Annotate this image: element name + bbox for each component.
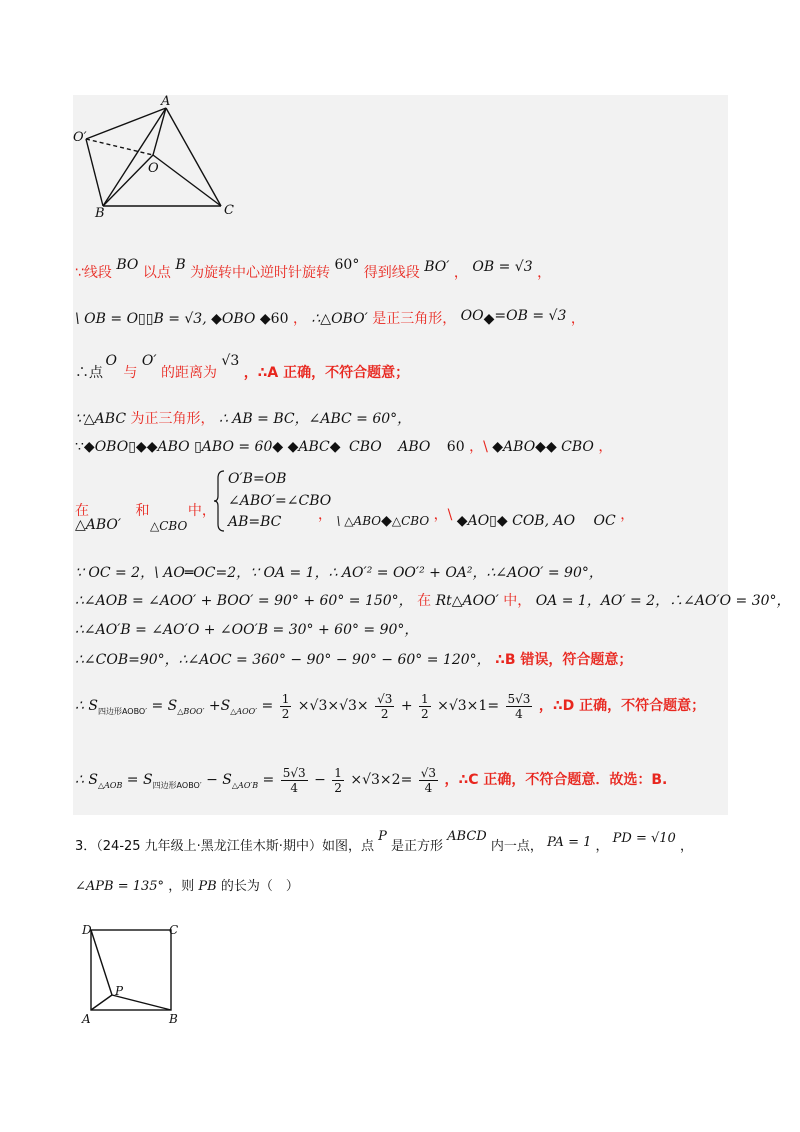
triangle-rotation-figure xyxy=(75,95,245,220)
math: √3 xyxy=(221,353,240,369)
fraction: $\frac{5√3}{4}$ xyxy=(282,765,306,795)
math: ×√3×2= xyxy=(350,772,413,788)
math: ABO xyxy=(398,439,431,455)
math: B = √3, xyxy=(153,311,207,327)
math: ∠APB = 135° xyxy=(75,879,165,894)
label-O-prime: O′ xyxy=(73,130,87,145)
math: CBO xyxy=(561,439,594,455)
text: 3．（24-25 九年级上·黑龙江佳木斯·期中）如图，点 xyxy=(75,839,374,854)
solution-line-2: \ OB = O▯▯B = √3, ◆OBO ◆60 ， ∴△OBO′ 是正三角形， OO◆=OB = √3 ， xyxy=(75,308,585,327)
math: ∴△OBO′ xyxy=(311,311,368,327)
math: ∴ S xyxy=(75,772,98,788)
math: ABO = 60 xyxy=(201,439,273,455)
text: ， xyxy=(292,311,307,327)
label-C: C xyxy=(224,203,234,218)
equation-1: O′B=OB xyxy=(228,471,287,487)
label-B: B xyxy=(95,206,105,221)
math: BO xyxy=(116,257,139,273)
text: ，∴D 正确，不符合题意； xyxy=(538,698,706,714)
square-figure xyxy=(76,920,186,1030)
fraction: $\frac{1}{2}$ xyxy=(334,765,342,795)
solution-line-10 xyxy=(75,651,632,669)
solution-line-3 xyxy=(75,353,410,382)
math: ABC xyxy=(298,439,330,455)
solution-line-11 xyxy=(75,688,705,730)
math: ∴∠COB=90°，∴∠AOC = 360° − 90° − 90° − 60° = 120°， xyxy=(75,652,491,668)
segment-AO-prime xyxy=(86,108,166,139)
segment-O-prime-B xyxy=(86,139,103,206)
math: O xyxy=(105,353,117,369)
math: +S xyxy=(208,698,231,714)
math: ∵ xyxy=(75,439,84,455)
math: ×√3×√3× xyxy=(297,698,369,714)
math: \ OB = O xyxy=(75,311,139,327)
text: ，则 xyxy=(168,879,195,894)
math: ABO xyxy=(157,439,190,455)
text: ，∴A 正确，不符合题意； xyxy=(243,365,410,381)
math: ABO xyxy=(503,439,536,455)
math: BO′ xyxy=(424,259,450,275)
math: ABCD xyxy=(447,829,487,844)
text: ， xyxy=(679,839,693,854)
subscript: 四边形AOBO′ xyxy=(97,706,148,716)
fraction: $\frac{1}{2}$ xyxy=(421,691,429,721)
math: 60 xyxy=(270,311,289,327)
fraction: $\frac{√3}{4}$ xyxy=(420,765,437,795)
math: B xyxy=(175,257,186,273)
math: Rt△AOO′ xyxy=(435,593,499,609)
label-P: P xyxy=(115,984,124,998)
subscript: 四边形AOBO′ xyxy=(152,780,202,790)
text: ， xyxy=(570,311,585,327)
text: ∴点 xyxy=(75,365,103,381)
math: − xyxy=(314,772,326,788)
math: = xyxy=(261,698,274,714)
subscript: △BOO′ xyxy=(177,706,205,716)
question-3-line-2 xyxy=(75,878,299,896)
text: 得到线段 xyxy=(363,265,420,281)
math: ∴ AB = BC，∠ABC = 60°， xyxy=(218,411,412,427)
math: + xyxy=(400,698,413,714)
fraction: $\frac{5√3}{4}$ xyxy=(507,691,531,721)
subscript: △AOO′ xyxy=(230,706,258,716)
text: 和 xyxy=(135,503,150,519)
text: ， xyxy=(620,507,635,523)
equation-3: AB=BC xyxy=(228,514,282,530)
solution-line-5: ∵◆OBO▯◆◆ABO ▯ABO = 60◆ ◆ABC◆ CBO ABO 60 ，\ ◆ABO◆◆ CBO ， xyxy=(75,439,613,455)
text: ∴B 错误，符合题意； xyxy=(495,652,633,668)
square-ABCD xyxy=(91,930,171,1010)
segment-OC xyxy=(153,155,221,206)
solution-line-9: ∴∠AO′B = ∠AO′O + ∠OO′B = 30° + 60° = 90°， xyxy=(75,622,419,638)
subscript: △AO′B xyxy=(231,780,259,790)
math: OBO xyxy=(94,439,129,455)
text: ，\ xyxy=(433,507,453,523)
segment-DP xyxy=(91,930,112,995)
text: 的距离为 xyxy=(160,365,217,381)
system-brace xyxy=(214,470,226,532)
math: \ △ABO xyxy=(336,514,382,528)
math: = S xyxy=(151,698,178,714)
math: 60° xyxy=(334,257,360,273)
label-B: B xyxy=(169,1012,178,1026)
math: ∴∠AOB = ∠AOO′ + BOO′ = 90° + 60° = 150°， xyxy=(75,593,413,609)
fraction: $\frac{1}{2}$ xyxy=(281,691,290,721)
math: =OB = √3 xyxy=(494,308,567,324)
text: ，∴C 正确，不符合题意．故选：B. xyxy=(444,772,668,788)
segment-BO xyxy=(103,155,153,206)
text: 与 xyxy=(123,365,138,381)
segment-OO-prime-dashed xyxy=(86,139,153,155)
segment-AC xyxy=(166,108,221,206)
text: 在 xyxy=(75,503,89,519)
text: ∵线段 xyxy=(75,265,112,281)
math: OC xyxy=(593,513,616,529)
text: ， xyxy=(453,265,468,281)
math: ×√3×1= xyxy=(437,698,500,714)
math: COB, AO xyxy=(512,513,576,529)
math: △CBO xyxy=(391,514,430,528)
solution-line-8 xyxy=(75,592,791,610)
math: PA = 1 xyxy=(547,835,592,850)
solution-line-4 xyxy=(75,410,411,428)
text: 为正三角形， xyxy=(130,411,215,427)
solution-line-12 xyxy=(75,762,667,804)
solution-line-1 xyxy=(75,257,552,282)
math: = xyxy=(262,772,275,788)
math: = S xyxy=(126,772,153,788)
text: 是正三角形， xyxy=(372,311,457,327)
fraction: $\frac{√3}{2}$ xyxy=(377,691,393,721)
math: CBO xyxy=(349,439,382,455)
math: AO xyxy=(467,513,490,529)
text: 中， xyxy=(187,503,216,519)
text: 以点 xyxy=(142,265,171,281)
text: ， xyxy=(537,265,552,281)
math: OBO xyxy=(221,311,256,327)
segment-AP xyxy=(91,995,112,1010)
solution-line-6-result: ， \ △ABO◆△CBO ，\ ◆AO▯◆ COB, AO OC ， xyxy=(318,507,635,529)
math: PD = √10 xyxy=(612,831,676,846)
text: ， xyxy=(598,439,613,455)
math: OA = 1，AO′ = 2，∴∠AO′O = 30°， xyxy=(535,593,791,609)
triangle-CBO-label: △CBO xyxy=(150,519,188,533)
math: OB = √3 xyxy=(472,259,533,275)
math: OO xyxy=(460,308,484,324)
label-O: O xyxy=(148,161,159,176)
segment-AO xyxy=(153,108,166,155)
subscript: △AOB xyxy=(97,780,123,790)
text: 内一点， xyxy=(490,839,543,854)
math: 60 xyxy=(446,439,465,455)
text: 在 xyxy=(417,593,432,609)
text: 的长为（ ） xyxy=(220,879,299,894)
math: PB xyxy=(198,879,217,894)
equation-2: ∠ABO′=∠CBO xyxy=(228,493,332,509)
math: P xyxy=(378,829,387,844)
solution-line-7: ∵ OC = 2，\ AO═OC=2，∵ OA = 1，∴ AO′² = OO′² + OA²，∴∠AOO′ = 90°， xyxy=(75,565,603,581)
math: ∵△ABC xyxy=(75,411,127,427)
label-D: D xyxy=(82,923,92,937)
text: ， xyxy=(318,507,332,523)
label-A: A xyxy=(82,1012,91,1026)
text: 中， xyxy=(503,593,532,609)
question-3-line-1 xyxy=(75,829,693,856)
text: 为旋转中心逆时针旋转 xyxy=(190,265,331,281)
math: ∴ S xyxy=(75,698,98,714)
text: ， xyxy=(595,839,609,854)
triangle-ABO-prime-label: △ABO′ xyxy=(75,517,122,533)
math: O′ xyxy=(141,353,157,369)
math: − S xyxy=(206,772,232,788)
label-C: C xyxy=(169,923,179,937)
text: ，\ xyxy=(469,439,488,455)
label-A: A xyxy=(161,94,171,109)
text: 是正方形 xyxy=(390,839,443,854)
